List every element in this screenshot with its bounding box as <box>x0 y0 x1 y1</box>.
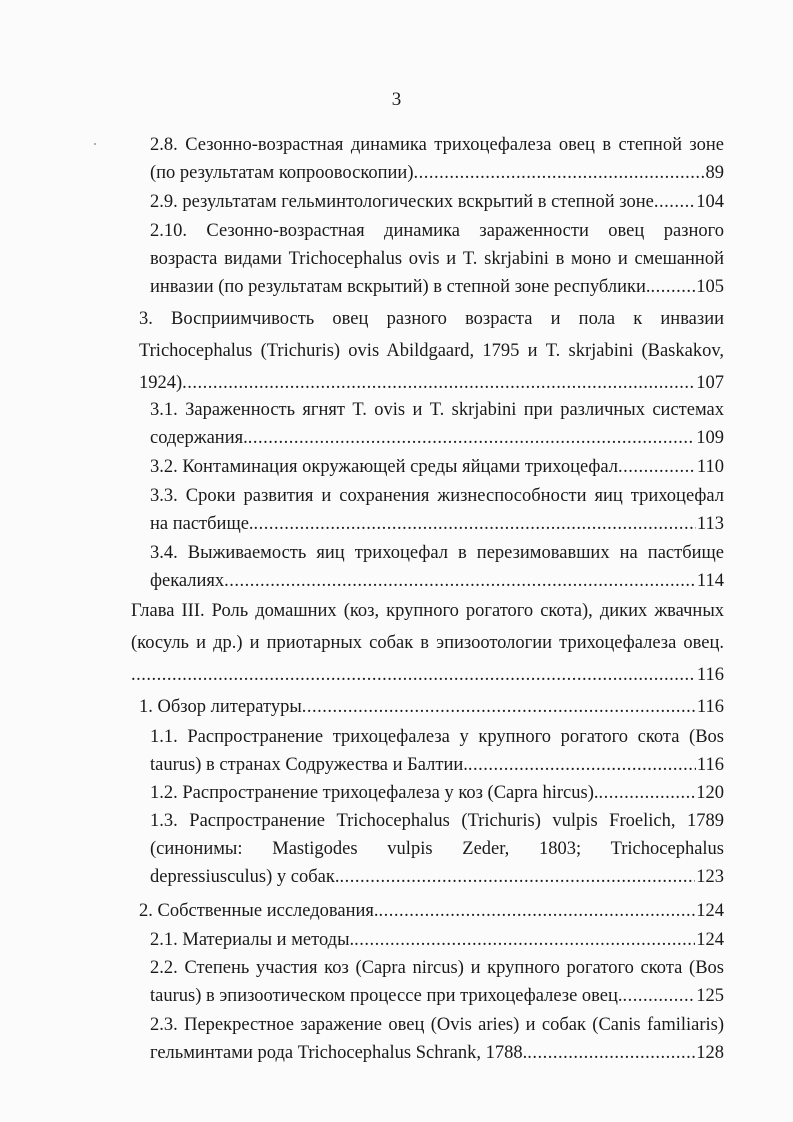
toc-entry-text: 3.1. Зараженность ягнят T. ovis и T. skrjabini при различных системах <box>150 400 724 420</box>
toc-page-number: 124 <box>696 901 724 921</box>
toc-page-number: 116 <box>696 697 724 717</box>
dot-leader <box>527 1039 695 1067</box>
dot-leader <box>651 273 696 301</box>
toc-page-number: 114 <box>696 571 724 591</box>
toc-entry-text: 2.3. Перекрестное заражение овец (Ovis aries) и собак (Canis familiaris) <box>150 1015 724 1035</box>
dot-leader <box>413 159 704 187</box>
toc-page-number: 110 <box>696 457 724 477</box>
toc-entry[interactable] <box>0 217 793 301</box>
toc-entry-text: 2.9. результатам гельминтологических вскрытий в степной зоне <box>150 192 654 212</box>
toc-page-number: 107 <box>696 373 724 393</box>
dot-leader <box>339 863 695 891</box>
toc-entry-text: 3.2. Контаминация окружающей среды яйцами трихоцефал <box>150 457 619 477</box>
toc-entry[interactable] <box>0 897 793 925</box>
toc-entry-text: 1. Обзор литературы <box>139 697 302 717</box>
toc-entry-text: taurus) в эпизоотическом процессе при трихоцефалезе овец. <box>150 986 623 1006</box>
toc-entry-text: гельминтами рода Trichocephalus Schrank, 1788. <box>150 1043 528 1063</box>
toc-entry-text: 2. Собственные исследования. <box>139 901 379 921</box>
dot-leader <box>254 510 696 538</box>
toc-chapter-entry[interactable] <box>0 597 793 693</box>
toc-entry-text: (синонимы: Mastigodes vulpis Zeder, 1803; Trichocephalus <box>150 839 724 859</box>
toc-entry-text: 3.3. Сроки развития и сохранения жизнеспособности яиц трихоцефал <box>150 486 724 506</box>
toc-entry-text: 1.1. Распространение трихоцефалеза у крупного рогатого скота (Bos <box>150 727 724 747</box>
toc-entry-text: на пастбище. <box>150 514 254 534</box>
toc-entry-text: инвазии (по результатам вскрытий) в степной зоне республики. <box>150 277 651 297</box>
toc-entry-text: возраста видами Trichocephalus ovis и T. skrjabini в моно и смешанной <box>150 249 724 269</box>
toc-entry[interactable] <box>0 779 793 807</box>
toc-page-number: 124 <box>696 930 724 950</box>
toc-entry[interactable] <box>0 482 793 538</box>
dot-leader <box>599 779 696 807</box>
toc-page-number: 89 <box>705 163 724 183</box>
toc-entry-text: 2.8. Сезонно-возрастная динамика трихоцефалеза овец в степной зоне <box>150 135 724 155</box>
toc-entry-text: 2.2. Степень участия коз (Capra nircus) и крупного рогатого скота (Bos <box>150 958 724 978</box>
toc-page-number: 113 <box>696 514 724 534</box>
toc-entry[interactable] <box>0 926 793 954</box>
toc-page-number: 116 <box>696 755 724 775</box>
toc-page-number: 123 <box>696 867 724 887</box>
toc-page-number: 109 <box>696 428 724 448</box>
toc-entry-text: 1924) <box>139 373 183 393</box>
dot-leader <box>302 693 696 721</box>
dot-leader <box>131 661 696 689</box>
toc-page-number: 104 <box>696 192 724 212</box>
dot-leader <box>354 926 695 954</box>
toc-entry[interactable] <box>0 539 793 595</box>
page-number: 3 <box>391 89 402 110</box>
dot-leader <box>623 982 696 1010</box>
toc-entry-text: 3. Восприимчивость овец разного возраста и пола к инвазии <box>139 309 724 329</box>
toc-entry-text: 1.3. Распространение Trichocephalus (Trichuris) vulpis Froelich, 1789 <box>150 811 724 831</box>
toc-page-number: 128 <box>696 1043 724 1063</box>
dot-leader <box>248 424 696 452</box>
toc-entry[interactable] <box>0 396 793 452</box>
toc-entry[interactable] <box>0 723 793 779</box>
dot-leader <box>654 188 695 216</box>
toc-entry[interactable] <box>0 305 793 395</box>
toc-page-number: 105 <box>696 277 724 297</box>
dot-leader <box>618 453 696 481</box>
toc-entry[interactable] <box>0 693 793 721</box>
toc-entry[interactable] <box>0 131 793 187</box>
dot-leader <box>379 897 696 925</box>
table-of-contents <box>0 131 793 1063</box>
toc-page-number: 120 <box>696 783 724 803</box>
dot-leader <box>224 567 696 595</box>
toc-entry-text: фекалиях <box>150 571 225 591</box>
toc-entry-text: содержания. <box>150 428 248 448</box>
toc-page-number: 125 <box>696 986 724 1006</box>
toc-entry-text: taurus) в странах Содружества и Балтии. <box>150 755 468 775</box>
toc-entry-text: (косуль и др.) и приотарных собак в эпизоотологии трихоцефалеза овец. <box>131 633 724 653</box>
toc-entry-text: 3.4. Выживаемость яиц трихоцефал в перезимовавших на пастбище <box>150 543 724 563</box>
toc-entry[interactable] <box>0 1011 793 1067</box>
toc-entry-text: 2.1. Материалы и методы. <box>150 930 355 950</box>
toc-entry-text: Глава III. Роль домашних (коз, крупного рогатого скота), диких жвачных <box>131 601 724 621</box>
toc-entry[interactable] <box>0 807 793 891</box>
toc-entry-text: (по результатам копроовоскопии) <box>150 163 414 183</box>
toc-entry[interactable] <box>0 453 793 481</box>
toc-entry-text: depressiusculus) у собак. <box>150 867 340 887</box>
toc-entry[interactable] <box>0 954 793 1010</box>
toc-entry-text: 2.10. Сезонно-возрастная динамика зараженности овец разного <box>150 221 724 241</box>
toc-entry-text: 1.2. Распространение трихоцефалеза у коз (Capra hircus). <box>150 783 599 803</box>
toc-page-number: 116 <box>696 665 724 685</box>
dot-leader <box>468 751 696 779</box>
toc-entry-text: Trichocephalus (Trichuris) ovis Abildgaard, 1795 и T. skrjabini (Baskakov, <box>139 341 724 361</box>
toc-entry[interactable] <box>0 188 793 216</box>
dot-leader <box>182 369 695 397</box>
